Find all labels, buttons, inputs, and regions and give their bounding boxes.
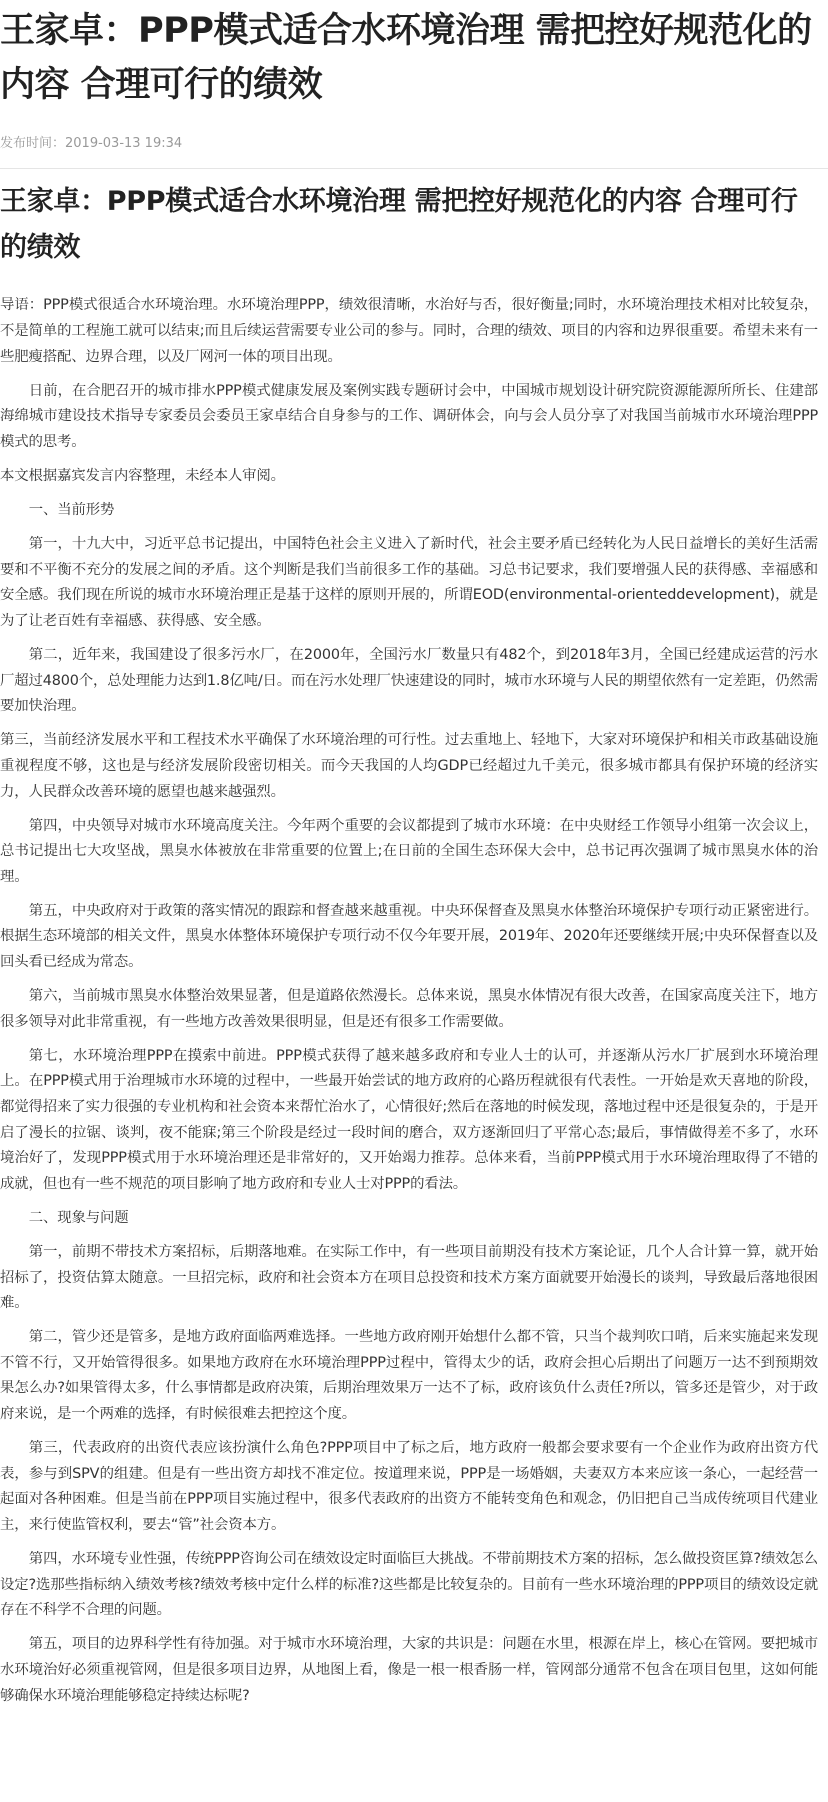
article-content xyxy=(0,293,828,1709)
paragraph: 一、当前形势 xyxy=(28,502,115,519)
article-title: 王家卓：PPP模式适合水环境治理 需把控好规范化的内容 合理可行的绩效 xyxy=(0,11,812,105)
paragraph: 本文根据嘉宾发言内容整理，未经本人审阅。 xyxy=(0,467,285,484)
paragraph: 第一，前期不带技术方案招标，后期落地难。在实际工作中，有一些项目前期没有技术方案论证，几个人合计算一算，就开始招标了，投资估算太随意。一旦招完标，政府和社会资本方在项目总投资和技术方案方面就要开始漫长的谈判，导致最后落地很困难。 xyxy=(0,1244,818,1312)
paragraph: 第五，中央政府对于政策的落实情况的跟踪和督查越来越重视。中央环保督查及黑臭水体整治环境保护专项行动正紧密进行。根据生态环境部的相关文件，黑臭水体整体环境保护专项行动不仅今年要开展，2019年、2020年还要继续开展;中央环保督查以及回头看已经成为常态。 xyxy=(0,902,818,971)
divider xyxy=(0,168,828,169)
paragraph: 第六，当前城市黑臭水体整治效果显著，但是道路依然漫长。总体来说，黑臭水体情况有很大改善，在国家高度关注下，地方很多领导对此非常重视，有一些地方改善效果很明显，但是还有很多工作需要做。 xyxy=(0,988,818,1030)
paragraph: 第四，水环境专业性强，传统PPP咨询公司在绩效设定时面临巨大挑战。不带前期技术方案的招标，怎么做投资匡算?绩效怎么设定?选那些指标纳入绩效考核?绩效考核中定什么样的标准?这些都是比较复杂的。目前有一些水环境治理的PPP项目的绩效设定就存在不科学不合理的问题。 xyxy=(0,1551,818,1619)
paragraph: 第七，水环境治理PPP在摸索中前进。PPP模式获得了越来越多政府和专业人士的认可，并逐渐从污水厂扩展到水环境治理上。在PPP模式用于治理城市水环境的过程中，一些最开始尝试的地方政府的心路历程就很有代表性。一开始是欢天喜地的阶段，都觉得招来了实力很强的专业机构和社会资本来帮忙治水了，心情很好;然后在落地的时候发现，落地过程中还是很复杂的，于是开启了漫长的拉锯、谈判，夜不能寐;第三个阶段是经过一段时间的磨合，双方逐渐回归了平常心态;最后，事情做得差不多了，水环境治好了，发现PPP模式用于水环境治理还是非常好的，又开始竭力推荐。总体来看，当前PPP模式用于水环境治理取得了不错的成就，但也有一些不规范的项目影响了地方政府和专业人士对PPP的看法。 xyxy=(0,1047,818,1192)
paragraph: 第二，近年来，我国建设了很多污水厂，在2000年，全国污水厂数量只有482个，到2018年3月，全国已经建成运营的污水厂超过4800个，总处理能力达到1.8亿吨/日。而在污水处理厂快速建设的同时，城市水环境与人民的期望依然有一定差距，仍然需要加快治理。 xyxy=(0,647,818,715)
paragraph: 第五，项目的边界科学性有待加强。对于城市水环境治理，大家的共识是：问题在水里，根源在岸上，核心在管网。要把城市水环境治好必须重视管网，但是很多项目边界，从地图上看，像是一根一根香肠一样，管网部分通常不包含在项目包里，这如何能够确保水环境治理能够稳定持续达标呢? xyxy=(0,1636,818,1704)
paragraph: 第一，十九大中，习近平总书记提出，中国特色社会主义进入了新时代，社会主要矛盾已经转化为人民日益增长的美好生活需要和不平衡不充分的发展之间的矛盾。这个判断是我们当前很多工作的基础。习总书记要求，我们要增强人民的获得感、幸福感和安全感。我们现在所说的城市水环境治理正是基于这样的原则开展的，所谓EOD(environmental-orienteddevelopment)，就是为了让老百姓有幸福感、获得感、安全感。 xyxy=(0,536,818,629)
paragraph: 第四，中央领导对城市水环境高度关注。今年两个重要的会议都提到了城市水环境：在中央财经工作领导小组第一次会议上，总书记提出七大攻坚战，黑臭水体被放在非常重要的位置上;在日前的全国生态环保大会中，总书记再次强调了城市黑臭水体的治理。 xyxy=(0,817,818,885)
paragraph: 二、现象与问题 xyxy=(28,1209,129,1226)
article-page xyxy=(0,4,828,1709)
paragraph: 第三，当前经济发展水平和工程技术水平确保了水环境治理的可行性。过去重地上、轻地下，大家对环境保护和相关市政基础设施重视程度不够，这也是与经济发展阶段密切相关。而今天我国的人均GDP已经超过九千美元，很多城市都具有保护环境的经济实力，人民群众改善环境的愿望也越来越强烈。 xyxy=(0,732,818,800)
paragraph: 日前，在合肥召开的城市排水PPP模式健康发展及案例实践专题研讨会中，中国城市规划设计研究院资源能源所所长、住建部海绵城市建设技术指导专家委员会委员王家卓结合自身参与的工作、调研体会，向与会人员分享了对我国当前城市水环境治理PPP模式的思考。 xyxy=(0,382,818,450)
article-subtitle: 王家卓：PPP模式适合水环境治理 需把控好规范化的内容 合理可行的绩效 xyxy=(0,186,798,263)
paragraph: 第二，管少还是管多，是地方政府面临两难选择。一些地方政府刚开始想什么都不管，只当个裁判吹口哨，后来实施起来发现不管不行，又开始管得很多。如果地方政府在水环境治理PPP过程中，管得太少的话，政府会担心后期出了问题万一达不到预期效果怎么办?如果管得太多，什么事情都是政府决策，后期治理效果万一达不了标，政府该负什么责任?所以，管多还是管少，对于政府来说，是一个两难的选择，有时候很难去把控这个度。 xyxy=(0,1329,818,1423)
paragraph: 第三，代表政府的出资代表应该扮演什么角色?PPP项目中了标之后，地方政府一般都会要求要有一个企业作为政府出资方代表，参与到SPV的组建。但是有一些出资方却找不准定位。按道理来说，PPP是一场婚姻，夫妻双方本来应该一条心，一起经营一起面对各种困难。但是当前在PPP项目实施过程中，很多代表政府的出资方不能转变角色和观念，仍旧把自己当成传统项目代建业主，来行使监管权利，要去“管”社会资本方。 xyxy=(0,1440,818,1533)
publish-time: 发布时间：2019-03-13 19:34 xyxy=(0,136,183,151)
paragraph: 导语：PPP模式很适合水环境治理。水环境治理PPP，绩效很清晰，水治好与否，很好衡量;同时，水环境治理技术相对比较复杂，不是简单的工程施工就可以结束;而且后续运营需要专业公司的参与。同时，合理的绩效、项目的内容和边界很重要。希望未来有一些肥瘦搭配、边界合理，以及厂网河一体的项目出现。 xyxy=(0,297,818,365)
